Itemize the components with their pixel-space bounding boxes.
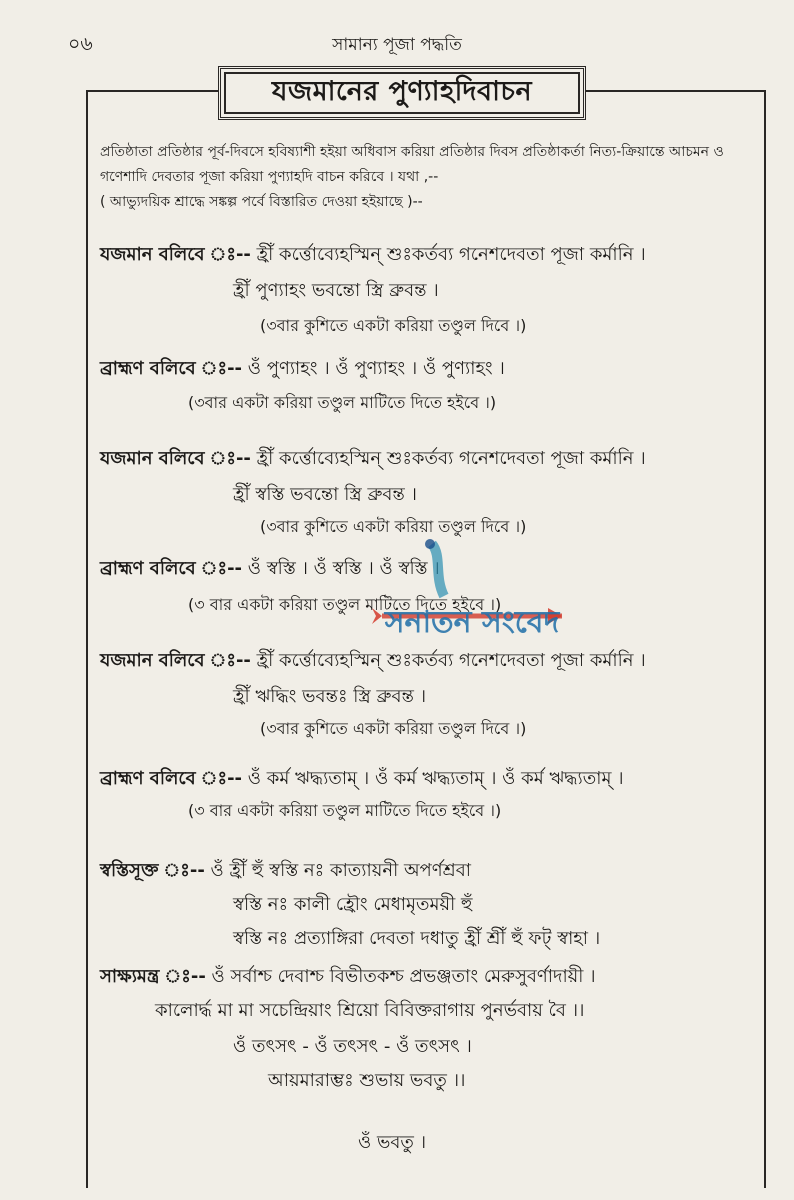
instruction-text: (৩বার কুশিতে একটা করিয়া তণ্ডুল দিবে ।) xyxy=(260,316,527,335)
speaker-label: যজমান বলিবে ঃ-- xyxy=(100,448,251,469)
verse-line: ওঁ তৎসৎ - ওঁ তৎসৎ - ওঁ তৎসৎ । xyxy=(233,1036,472,1057)
speaker-label: স্বস্তিসূক্ত ঃ-- xyxy=(100,860,205,881)
verse-line: আয়মারাম্ভঃ শুভায় ভবতু ।। xyxy=(268,1070,466,1091)
speaker-label: ব্রাহ্মণ বলিবে ঃ-- xyxy=(100,558,243,579)
speaker-label: ব্রাহ্মণ বলিবে ঃ-- xyxy=(100,358,243,379)
mantra-text: ওঁ সর্বাশ্চ দেবাশ্চ বিভীতকশ্চ প্রভঞ্জতাং মেরুসুবর্ণাদায়ী । xyxy=(211,966,596,987)
mantra-text: ওঁ পুণ্যাহং । ওঁ পুণ্যাহং । ওঁ পুণ্যাহং । xyxy=(247,358,505,379)
page-number: ০৬ xyxy=(68,33,93,55)
mantra-text: হ্রীঁ কর্ত্তোব্যেহস্মিন্ শুঃকর্তব্য গনেশদেবতা পূজা কর্মানি । xyxy=(256,448,646,469)
verse-line: কালোর্দ্ধ মা মা সচেন্দ্রিয়াং শ্রিয়ো বিবিক্তরাগায় পুনর্ভবায় বৈ ।। xyxy=(155,1000,585,1021)
section-title: যজমানের পুণ্যাহদিবাচন xyxy=(218,66,586,120)
verse-line xyxy=(100,764,624,795)
intro-text: প্রতিষ্ঠাতা প্রতিষ্ঠার পূর্ব-দিবসে হবিষ্যাশী হইয়া অধিবাস করিয়া প্রতিষ্ঠার দিবস প্রতিষ্ঠাকর্তা নিত্য-ক্রিয়ান্তে আচমন ও গণেশাদি দেবতার পূজা করিয়া পুণ্যাহদি বাচন করিবে । যথা ,-- xyxy=(100,144,724,185)
instruction-text: (৩ বার একটা করিয়া তণ্ডুল মাটিতে দিতে হইবে ।) xyxy=(188,801,502,820)
feather-icon xyxy=(432,544,444,596)
verse-line xyxy=(100,856,471,887)
verse-line xyxy=(100,240,646,271)
mantra-text: ওঁ স্বস্তি । ওঁ স্বস্তি । ওঁ স্বস্তি । xyxy=(247,558,440,579)
mantra-text: ওঁ হ্রীঁ হুঁ স্বস্তি নঃ কাত্যায়নী অপর্ণশ্রবা xyxy=(210,860,471,881)
mantra-text: হ্রীঁ কর্ত্তোব্যেহস্মিন্ শুঃকর্তব্য গনেশদেবতা পূজা কর্মানি । xyxy=(256,650,646,671)
mantra-text: হ্রীঁ কর্ত্তোব্যেহস্মিন্ শুঃকর্তব্য গনেশদেবতা পূজা কর্মানি । xyxy=(256,244,646,265)
watermark-text: সনাতন সংবেদ xyxy=(384,605,560,640)
verse-line xyxy=(100,962,596,993)
watermark-logo xyxy=(372,536,572,656)
mantra-text: ওঁ কর্ম ঋদ্ধ্যতাম্ । ওঁ কর্ম ঋদ্ধ্যতাম্ । ওঁ কর্ম ঋদ্ধ্যতাম্ । xyxy=(247,768,624,789)
verse-line: স্বস্তি নঃ প্রত্যাঙ্গিরা দেবতা দধাতু হ্রীঁ শ্রীঁ হুঁ ফট্ স্বাহা । xyxy=(233,928,601,949)
intro-paragraph xyxy=(100,140,748,215)
verse-line: ওঁ ভবতু । xyxy=(358,1132,427,1153)
instruction-text: (৩বার একটা করিয়া তণ্ডুল মাটিতে দিতে হইবে ।) xyxy=(188,393,497,412)
speaker-label: সাক্ষ্যমন্ত্র ঃ-- xyxy=(100,966,206,987)
instruction-text: (৩ বার একটা করিয়া তণ্ডুল মাটিতে দিতে হইবে ।) xyxy=(188,595,502,614)
verse-line: হ্রীঁ ঋদ্ধিং ভবন্তঃ স্ত্রি ব্রুবন্ত । xyxy=(233,686,427,707)
intro-note: ( আভ্যুদয়িক শ্রাদ্ধে সঙ্কল্প পর্বে বিস্তারিত দেওয়া হইয়াছে )-- xyxy=(100,194,423,210)
running-title: সামান্য পূজা পদ্ধতি xyxy=(332,35,462,55)
speaker-label: যজমান বলিবে ঃ-- xyxy=(100,650,251,671)
verse-line xyxy=(100,354,505,385)
verse-line: স্বস্তি নঃ কালী হ্রৌং মেধামৃতময়ী হুঁ xyxy=(233,894,473,915)
verse-line: হ্রীঁ স্বস্তি ভবন্তো স্ত্রি ব্রুবন্ত । xyxy=(233,484,417,505)
instruction-text: (৩বার কুশিতে একটা করিয়া তণ্ডুল দিবে ।) xyxy=(260,719,527,738)
verse-line xyxy=(100,444,646,475)
speaker-label: যজমান বলিবে ঃ-- xyxy=(100,244,251,265)
verse-line: হ্রীঁ পুণ্যাহং ভবন্তো স্ত্রি ব্রুবন্ত । xyxy=(233,280,439,301)
speaker-label: ব্রাহ্মণ বলিবে ঃ-- xyxy=(100,768,243,789)
instruction-text: (৩বার কুশিতে একটা করিয়া তণ্ডুল দিবে ।) xyxy=(260,517,527,536)
